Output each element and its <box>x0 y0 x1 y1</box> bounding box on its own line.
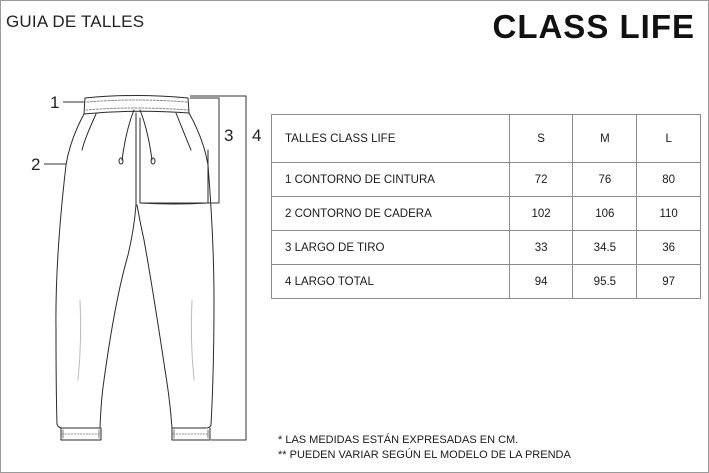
footnote-units: * LAS MEDIDAS ESTÁN EXPRESADAS EN CM. <box>278 434 519 446</box>
marker-1: 1 <box>50 93 60 112</box>
row-label: 3 LARGO DE TIRO <box>272 231 510 265</box>
table-header-label: TALLES CLASS LIFE <box>272 115 510 163</box>
drawstring-right <box>140 110 152 160</box>
table-cell: 80 <box>637 163 701 197</box>
length-guide <box>190 96 246 440</box>
row-label: 1 CONTORNO DE CINTURA <box>272 163 510 197</box>
waistband <box>84 96 189 115</box>
row-label: 4 LARGO TOTAL <box>272 265 510 299</box>
table-row <box>272 231 701 265</box>
table-row <box>272 265 701 299</box>
table-cell: 95.5 <box>573 265 637 299</box>
table-header-row <box>272 115 701 163</box>
brand-logo-text: CLASS LIFE <box>492 8 695 45</box>
rise-guide <box>140 98 219 203</box>
marker-4: 4 <box>252 126 262 145</box>
marker-2: 2 <box>31 155 41 174</box>
table-row <box>272 197 701 231</box>
table-cell: 102 <box>509 197 573 231</box>
page-title: GUIA DE TALLES <box>6 12 145 31</box>
table-cell: 36 <box>637 231 701 265</box>
left-leg-outline <box>56 114 136 428</box>
footnote-variation: ** PUEDEN VARIAR SEGÚN EL MODELO DE LA PRENDA <box>278 449 571 461</box>
table-cell: 94 <box>509 265 573 299</box>
table-cell: 72 <box>509 163 573 197</box>
table-cell: 76 <box>573 163 637 197</box>
size-header-l: L <box>637 115 701 163</box>
footnotes <box>278 433 571 463</box>
row-label: 2 CONTORNO DE CADERA <box>272 197 510 231</box>
marker-3: 3 <box>224 126 234 145</box>
table-row <box>272 163 701 197</box>
table-cell: 97 <box>637 265 701 299</box>
table-cell: 34.5 <box>573 231 637 265</box>
table-cell: 33 <box>509 231 573 265</box>
size-table <box>271 114 701 299</box>
right-pocket <box>176 113 191 150</box>
size-header-s: S <box>509 115 573 163</box>
size-header-m: M <box>573 115 637 163</box>
table-cell: 106 <box>573 197 637 231</box>
drawstring-left <box>122 110 134 160</box>
pants-illustration <box>0 0 280 473</box>
left-pocket <box>82 114 96 150</box>
right-leg-outline <box>137 113 214 428</box>
table-cell: 110 <box>637 197 701 231</box>
